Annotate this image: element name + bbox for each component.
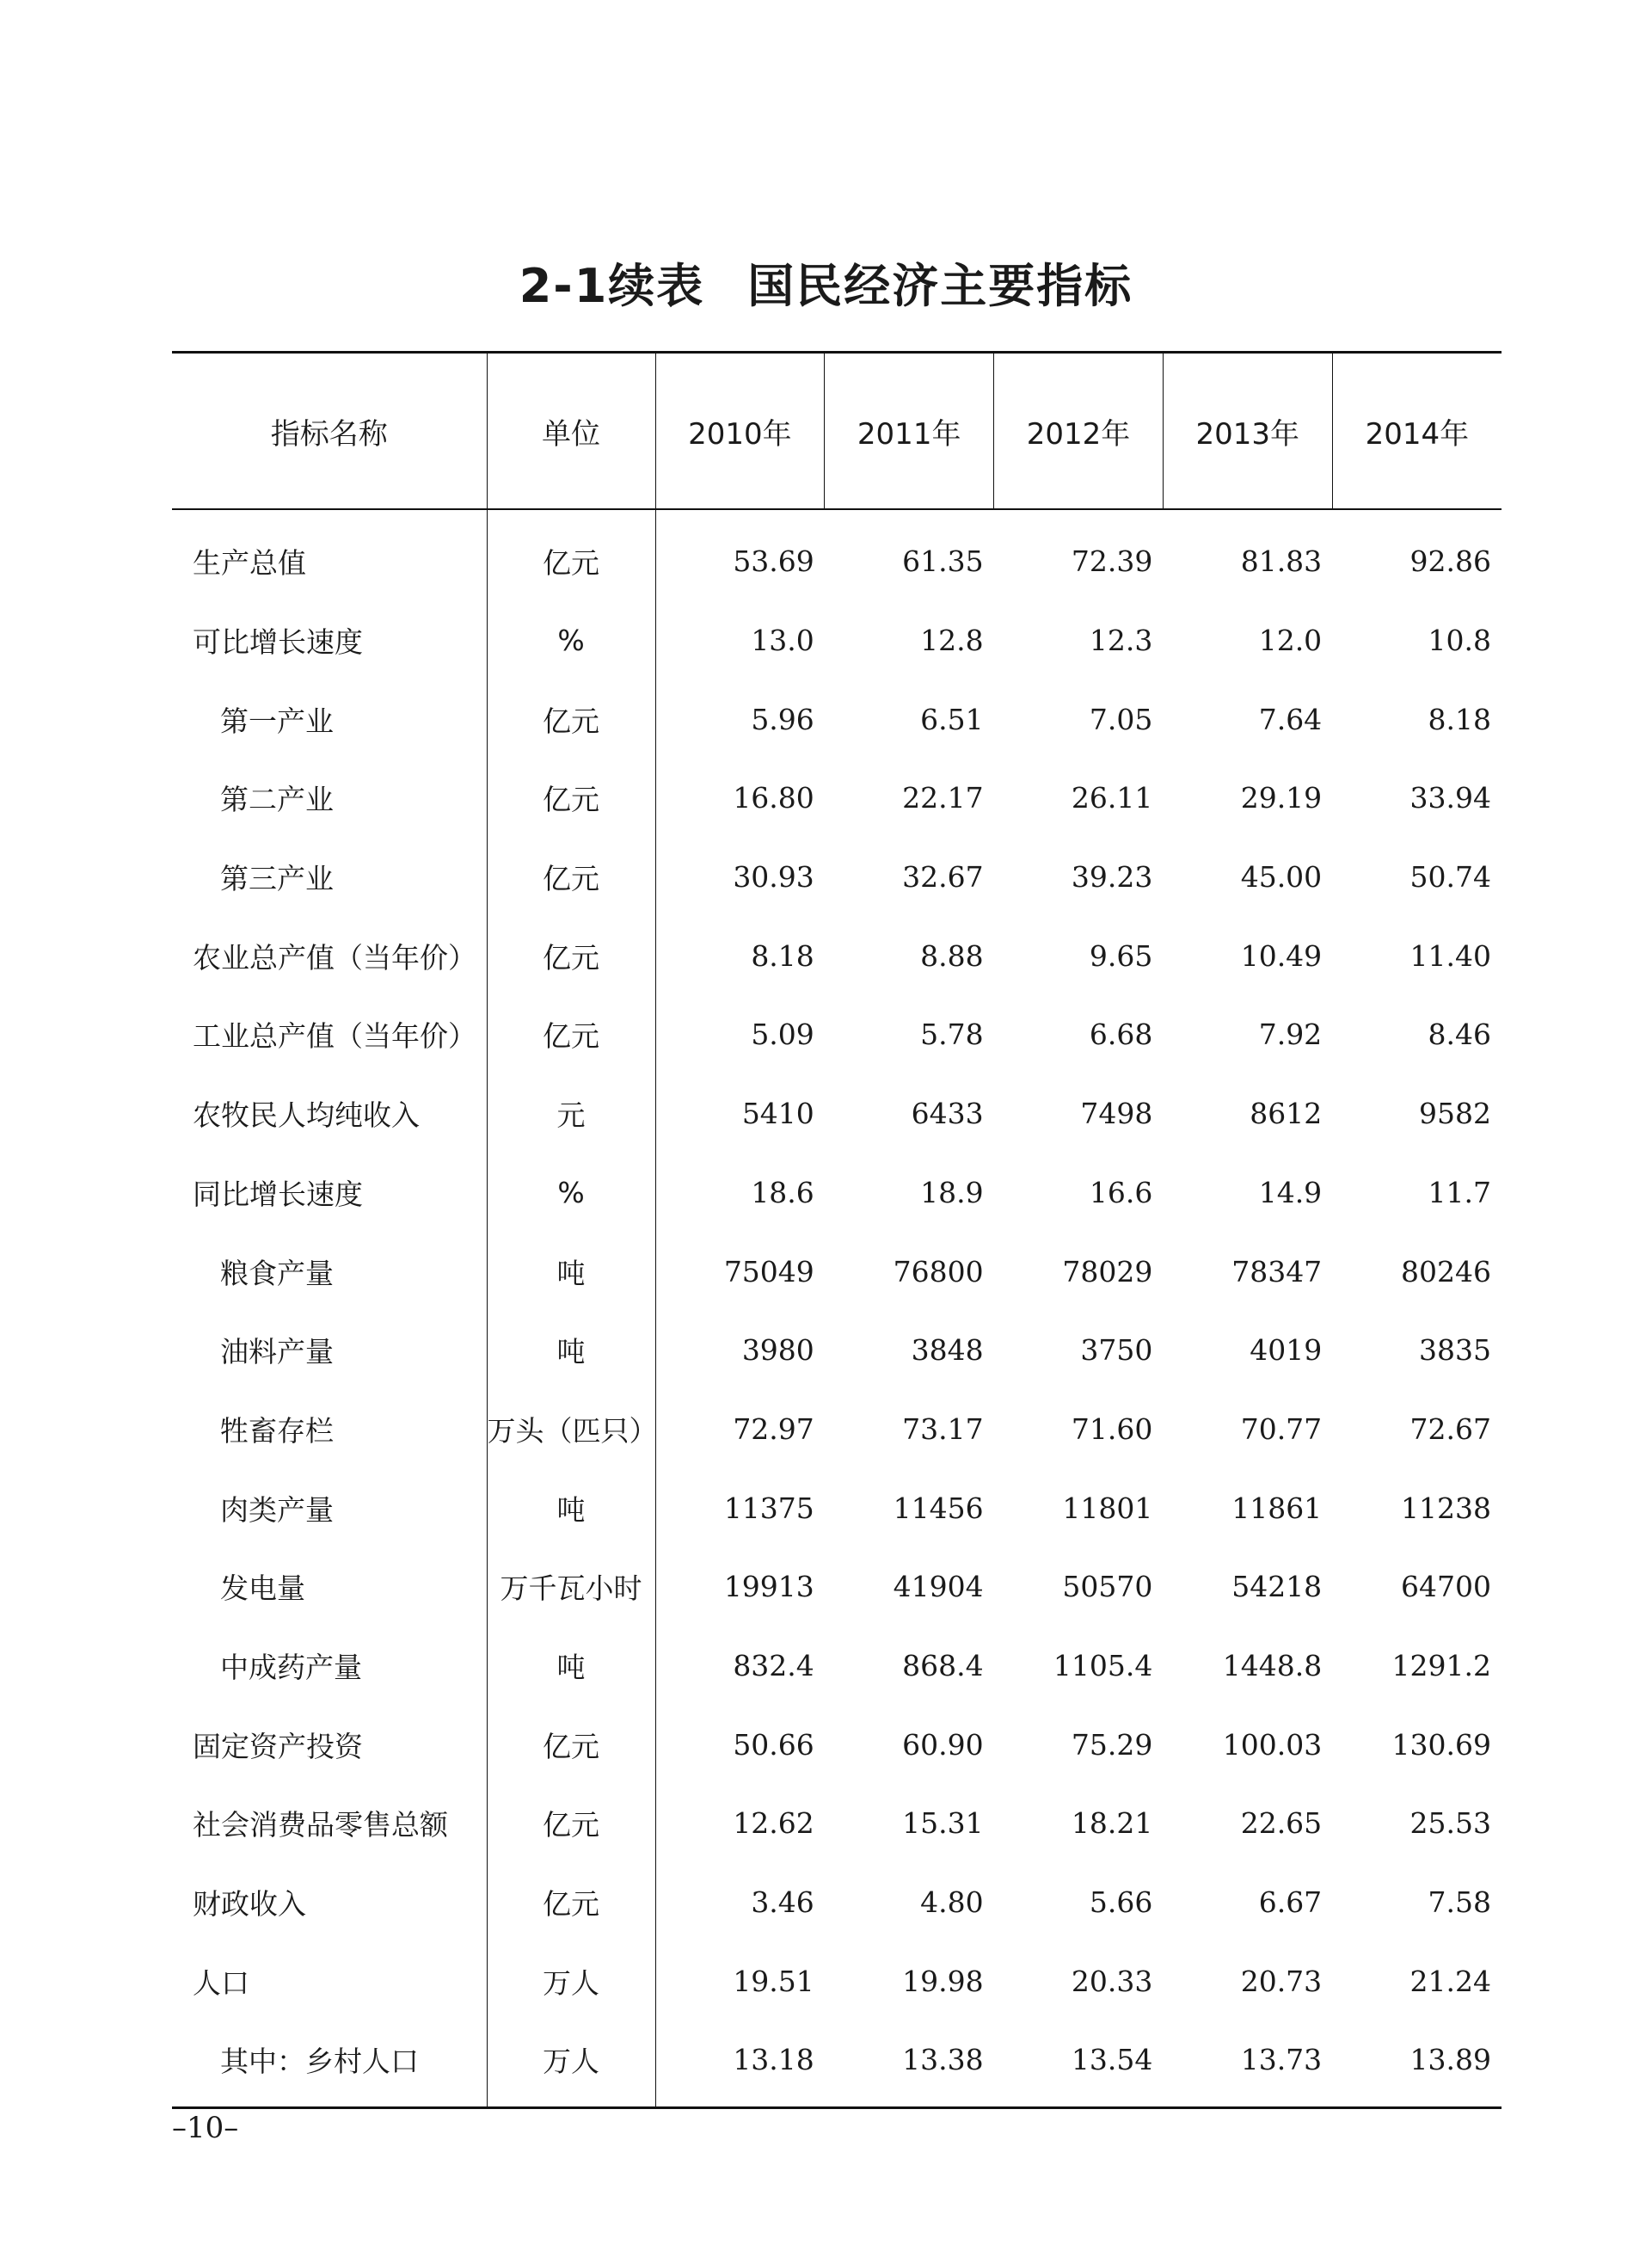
table-row — [172, 1232, 1502, 1311]
table-row — [172, 1705, 1502, 1784]
year-value: 53.69 — [733, 544, 814, 579]
year-value: 13.38 — [902, 2043, 984, 2077]
table-row — [172, 601, 1502, 680]
indicator-unit: 吨 — [487, 1468, 655, 1547]
table-row — [172, 1468, 1502, 1547]
year-value: 75.29 — [1071, 1727, 1153, 1762]
indicators-table — [172, 351, 1502, 2109]
year-value: 3835 — [1419, 1333, 1491, 1368]
indicator-name: 固定资产投资 — [193, 1729, 363, 1763]
year-value: 3.46 — [751, 1885, 814, 1920]
year-value: 80246 — [1401, 1254, 1491, 1288]
year-value: 73.17 — [902, 1411, 984, 1446]
table-row — [172, 838, 1502, 917]
table-row — [172, 1153, 1502, 1233]
year-value: 71.60 — [1071, 1411, 1153, 1446]
indicator-unit: 万人 — [487, 1941, 655, 2020]
year-value: 81.83 — [1240, 544, 1323, 579]
indicator-name: 生产总值 — [193, 546, 306, 581]
indicator-name: 肉类产量 — [220, 1492, 334, 1527]
column-header: 指标名称 — [172, 353, 487, 510]
year-value: 130.69 — [1391, 1727, 1491, 1762]
indicator-unit: 亿元 — [487, 1705, 655, 1784]
table-row — [172, 1390, 1502, 1469]
indicator-unit: 万头（匹只） — [487, 1390, 655, 1469]
indicator-unit: 亿元 — [487, 759, 655, 838]
indicator-name: 牲畜存栏 — [220, 1413, 334, 1448]
year-value: 78347 — [1231, 1254, 1323, 1288]
table-body — [172, 509, 1502, 2107]
year-value: 20.73 — [1240, 1964, 1323, 1998]
year-value: 72.97 — [733, 1411, 814, 1446]
indicator-name: 可比增长速度 — [193, 625, 363, 660]
year-value: 22.65 — [1240, 1806, 1323, 1841]
year-value: 15.31 — [902, 1806, 984, 1841]
year-value: 50.74 — [1409, 860, 1491, 895]
year-value: 13.18 — [733, 2043, 814, 2077]
year-value: 13.54 — [1071, 2043, 1153, 2077]
year-value: 29.19 — [1240, 781, 1323, 815]
column-header: 2011年 — [825, 353, 994, 510]
year-value: 1291.2 — [1391, 1648, 1491, 1682]
year-value: 18.21 — [1071, 1806, 1153, 1841]
year-value: 25.53 — [1409, 1806, 1491, 1841]
table-row — [172, 995, 1502, 1074]
year-value: 8612 — [1250, 1097, 1323, 1131]
year-value: 8.88 — [920, 938, 984, 973]
year-value: 5.96 — [751, 702, 814, 736]
year-value: 8.18 — [751, 938, 814, 973]
year-value: 18.6 — [751, 1175, 814, 1209]
indicator-name: 财政收入 — [193, 1887, 306, 1922]
indicator-name: 社会消费品零售总额 — [193, 1808, 448, 1842]
year-value: 19913 — [723, 1570, 814, 1604]
indicator-unit: 万千瓦小时 — [487, 1547, 655, 1627]
year-value: 12.8 — [920, 624, 984, 658]
year-value: 7.05 — [1089, 702, 1153, 736]
year-value: 13.73 — [1240, 2043, 1323, 2077]
year-value: 6433 — [911, 1097, 984, 1131]
year-value: 13.0 — [751, 624, 814, 658]
year-value: 19.98 — [902, 1964, 984, 1998]
year-value: 11801 — [1062, 1491, 1153, 1525]
year-value: 72.39 — [1071, 544, 1153, 579]
year-value: 26.11 — [1071, 781, 1153, 815]
year-value: 11.40 — [1409, 938, 1491, 973]
column-header: 2012年 — [994, 353, 1164, 510]
indicator-name: 中成药产量 — [220, 1650, 362, 1684]
year-value: 33.94 — [1409, 781, 1491, 815]
column-header: 2013年 — [1163, 353, 1332, 510]
year-value: 6.67 — [1258, 1885, 1323, 1920]
year-value: 7.58 — [1428, 1885, 1491, 1920]
indicator-unit: % — [487, 1153, 655, 1233]
year-value: 3750 — [1080, 1333, 1153, 1368]
year-value: 45.00 — [1240, 860, 1323, 895]
column-header: 2010年 — [655, 353, 825, 510]
year-value: 6.68 — [1089, 1018, 1153, 1052]
indicator-unit: 亿元 — [487, 995, 655, 1074]
indicator-name: 第一产业 — [220, 704, 334, 738]
year-value: 8.18 — [1428, 702, 1491, 736]
indicator-name: 同比增长速度 — [193, 1177, 363, 1211]
year-value: 11238 — [1401, 1491, 1491, 1525]
year-value: 11.7 — [1428, 1175, 1491, 1209]
year-value: 11375 — [723, 1491, 814, 1525]
year-value: 11861 — [1231, 1491, 1323, 1525]
indicator-unit: 亿元 — [487, 838, 655, 917]
year-value: 50.66 — [733, 1727, 814, 1762]
indicator-unit: 亿元 — [487, 509, 655, 601]
year-value: 72.67 — [1409, 1411, 1491, 1446]
table-row — [172, 1074, 1502, 1153]
indicator-unit: 元 — [487, 1074, 655, 1153]
year-value: 75049 — [723, 1254, 814, 1288]
year-value: 9582 — [1419, 1097, 1491, 1131]
year-value: 21.24 — [1409, 1964, 1491, 1998]
indicator-name: 工业总产值（当年价） — [193, 1019, 476, 1054]
table-row — [172, 680, 1502, 759]
table-row — [172, 759, 1502, 838]
indicator-unit: 亿元 — [487, 916, 655, 995]
year-value: 16.80 — [733, 781, 814, 815]
table-row — [172, 1311, 1502, 1390]
year-value: 16.6 — [1089, 1175, 1153, 1209]
year-value: 5410 — [741, 1097, 814, 1131]
year-value: 32.67 — [902, 860, 984, 895]
indicator-name: 人口 — [193, 1965, 249, 2000]
indicator-name: 第二产业 — [220, 783, 334, 817]
indicator-name: 农牧民人均纯收入 — [193, 1098, 420, 1133]
year-value: 61.35 — [902, 544, 984, 579]
header-row — [172, 353, 1502, 510]
indicator-unit: % — [487, 601, 655, 680]
year-value: 12.3 — [1089, 624, 1153, 658]
year-value: 18.9 — [920, 1175, 984, 1209]
year-value: 7.64 — [1258, 702, 1323, 736]
table-row — [172, 916, 1502, 995]
year-value: 14.9 — [1258, 1175, 1323, 1209]
page-number: –10– — [172, 2111, 239, 2145]
indicator-name: 油料产量 — [220, 1335, 334, 1369]
year-value: 3848 — [911, 1333, 984, 1368]
indicator-name: 其中：乡村人口 — [220, 2045, 419, 2079]
indicator-name: 发电量 — [220, 1571, 305, 1606]
year-value: 50570 — [1062, 1570, 1153, 1604]
table-row — [172, 1941, 1502, 2020]
year-value: 19.51 — [733, 1964, 814, 1998]
table-header — [172, 353, 1502, 510]
year-value: 60.90 — [902, 1727, 984, 1762]
indicator-name: 粮食产量 — [220, 1256, 334, 1290]
table-row — [172, 1627, 1502, 1706]
year-value: 4019 — [1250, 1333, 1323, 1368]
year-value: 70.77 — [1240, 1411, 1323, 1446]
page-title — [0, 249, 1652, 316]
year-value: 12.0 — [1258, 624, 1323, 658]
year-value: 868.4 — [902, 1648, 984, 1682]
indicator-unit: 吨 — [487, 1311, 655, 1390]
year-value: 7.92 — [1258, 1018, 1323, 1052]
year-value: 1448.8 — [1222, 1648, 1323, 1682]
column-header: 单位 — [487, 353, 655, 510]
year-value: 39.23 — [1071, 860, 1153, 895]
year-value: 1105.4 — [1053, 1648, 1153, 1682]
year-value: 78029 — [1062, 1254, 1153, 1288]
table-row — [172, 2020, 1502, 2107]
indicator-unit: 亿元 — [487, 1863, 655, 1942]
table-row — [172, 1784, 1502, 1863]
table-number: 2-1续表 — [519, 259, 705, 313]
year-value: 22.17 — [902, 781, 984, 815]
table-title: 国民经济主要指标 — [747, 259, 1133, 313]
year-value: 8.46 — [1428, 1018, 1491, 1052]
year-value: 7498 — [1080, 1097, 1153, 1131]
indicator-unit: 亿元 — [487, 1784, 655, 1863]
year-value: 41904 — [893, 1570, 984, 1604]
year-value: 5.09 — [751, 1018, 814, 1052]
year-value: 5.78 — [920, 1018, 984, 1052]
table-row — [172, 1863, 1502, 1942]
indicator-unit: 吨 — [487, 1627, 655, 1706]
year-value: 10.8 — [1428, 624, 1491, 658]
year-value: 832.4 — [733, 1648, 814, 1682]
year-value: 9.65 — [1089, 938, 1153, 973]
year-value: 20.33 — [1071, 1964, 1153, 1998]
year-value: 3980 — [741, 1333, 814, 1368]
table-row — [172, 509, 1502, 601]
year-value: 10.49 — [1240, 938, 1323, 973]
year-value: 92.86 — [1409, 544, 1491, 579]
indicator-name: 农业总产值（当年价） — [193, 940, 476, 975]
indicator-name: 第三产业 — [220, 862, 334, 896]
year-value: 5.66 — [1089, 1885, 1153, 1920]
year-value: 13.89 — [1409, 2043, 1491, 2077]
year-value: 54218 — [1231, 1570, 1323, 1604]
table-row — [172, 1547, 1502, 1627]
year-value: 11456 — [893, 1491, 984, 1525]
year-value: 4.80 — [920, 1885, 984, 1920]
year-value: 76800 — [893, 1254, 984, 1288]
indicator-unit: 吨 — [487, 1232, 655, 1311]
indicator-unit: 亿元 — [487, 680, 655, 759]
column-header: 2014年 — [1332, 353, 1502, 510]
year-value: 64700 — [1401, 1570, 1491, 1604]
year-value: 6.51 — [920, 702, 984, 736]
year-value: 100.03 — [1222, 1727, 1323, 1762]
year-value: 12.62 — [733, 1806, 814, 1841]
year-value: 30.93 — [733, 860, 814, 895]
indicator-unit: 万人 — [487, 2020, 655, 2107]
